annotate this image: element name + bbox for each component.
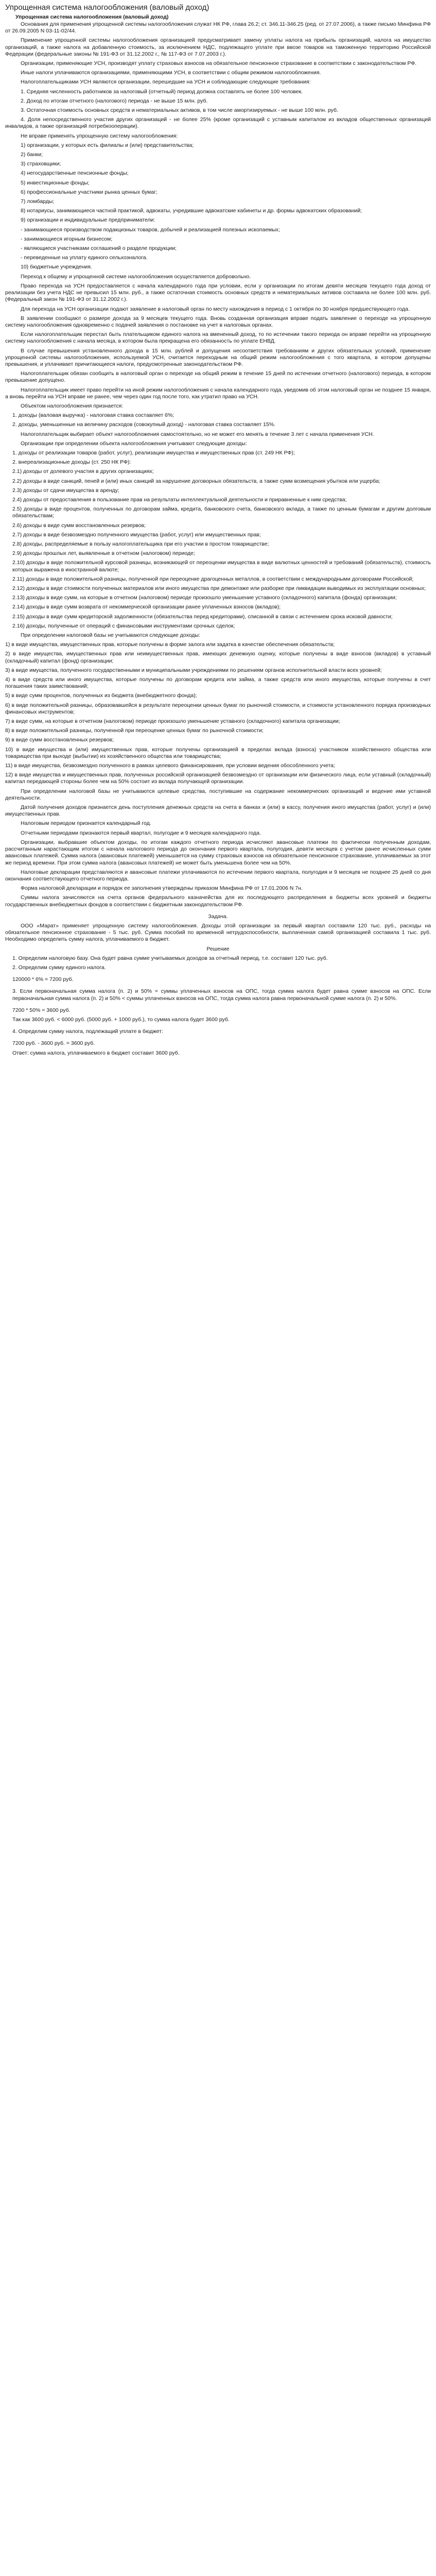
paragraph: 2. внереализационные доходы (ст. 250 НК РФ):: [12, 459, 131, 466]
paragraph: 2.16) доходы, полученные от операций с финансовыми инструментами срочных сделок;: [12, 622, 235, 629]
paragraph: 11) в виде имущества, безвозмездно полученного в рамках целевого финансирования, при условии ведения обособленного учета;: [5, 762, 335, 769]
paragraph: 2.10) доходы в виде положительной курсовой разницы, возникающей от переоценки имущества в виде валютных ценностей и требований (обязательств), стоимость которых выражена в иностранной валюте;: [12, 560, 431, 573]
paragraph: 5) инвестиционные фонды;: [21, 179, 90, 186]
paragraph: Иные налоги уплачиваются организациями, применяющими УСН, в соответствии с общим режимом налогообложения.: [21, 70, 321, 76]
paragraph: 12) в виде имущества и имущественных прав, полученных российской организацией безвозмездно от организации или физического лица, если уставный (складочный) капитал передающей стороны более чем на 50% состоит из вклада получающей организации.: [5, 772, 431, 785]
paragraph: Датой получения доходов признается день поступления денежных средств на счета в банках и (или) в кассу, получения иного имущества (работ, услуг) и (или) имущественных прав.: [5, 804, 431, 818]
paragraph: 6) профессиональные участники рынка ценных бумаг;: [21, 189, 158, 195]
paragraph: 4) негосударственные пенсионные фонды;: [21, 170, 129, 177]
paragraph: 1) организации, у которых есть филиалы и (или) представительства;: [21, 142, 194, 148]
paragraph: Организации при определении объекта налогообложения учитывают следующие доходы:: [21, 440, 247, 447]
paragraph: 2.5) доходы в виде процентов, полученных по договорам займа, кредита, банковского счета, банковского вклада, а также по ценным бумагам и другим долговым обязательствам;: [12, 506, 431, 519]
paragraph: 1. доходы (валовая выручка) - налоговая ставка составляет 6%;: [12, 412, 175, 419]
paragraph: Суммы налога зачисляются на счета органов федерального казначейства для их последующего распределения в бюджеты всех уровней и бюджеты государственных внебюджетных фондов в соответствии с бюджетным законодательством РФ.: [5, 894, 431, 908]
paragraph: 1. доходы от реализации товаров (работ, услуг), реализации имущества и имущественных прав (ст. 249 НК РФ);: [12, 449, 295, 456]
paragraph: 2.9) доходы прошлых лет, выявленные в отчетном (налоговом) периоде;: [12, 550, 195, 557]
paragraph: Организации, применяющие УСН, производят уплату страховых взносов на обязательное пенсионное страхование в соответствии с законодательством РФ.: [21, 60, 417, 67]
paragraph: Для перехода на УСН организации подают заявление в налоговый орган по месту нахождения в период с 1 октября по 30 ноября предшествующего года.: [21, 306, 410, 312]
paragraph: 5) в виде сумм процентов, полученных из бюджета (внебюджетного фонда);: [5, 692, 197, 699]
paragraph: Не вправе применять упрощенную систему налогообложения:: [21, 132, 178, 139]
paragraph: Объектом налогообложения признается:: [21, 402, 124, 409]
paragraph: 2.2) доходы в виде санкций, пеней и (или) иных санкций за нарушение договорных обязательств, а также сумм возмещения убытков или ущерба;: [12, 478, 380, 484]
paragraph: Форма налоговой декларации и порядок ее заполнения утверждены приказом Минфина РФ от 17.01.2006 N 7н.: [21, 885, 303, 892]
paragraph: 2.11) доходы в виде положительной разницы, полученной при переоценке драгоценных металлов, в соответствии с международными договорами Российской;: [12, 575, 414, 582]
paragraph: Если налогоплательщик перестал быть плательщиком единого налога на вмененный доход, то по истечении такого периода он вправе перейти на упрощенную систему налогообложения с начала месяца, в котором была прекращена его обязанность по уплате ЕНВД.: [5, 331, 431, 345]
paragraph: 10) в виде имущества и (или) имущественных прав, которые получены организацией в пределах вклада (взноса) участником хозяйственного общества или товарищества при выходе (выбытии) из хозяйственного общества или товарищества;: [5, 746, 431, 759]
document-body: [5, 21, 431, 1057]
paragraph: 1. Определим налоговую базу. Она будет равна сумме учитываемых доходов за отчетный период, т.е. составит 120 тыс. руб.: [12, 955, 328, 961]
paragraph: Налогоплательщик имеет право перейти на иной режим налогообложения с начала календарного года, уведомив об этом налоговый орган не позднее 15 января, а вновь перейти на УСН вправе не ранее, чем через один год после того, как утратил право на УСН.: [5, 386, 431, 400]
paragraph: 4) в виде средств или иного имущества, которые получены по договорам кредита или займа, а также средств или иного имущества, которые получены в счет погашения таких заимствований;: [5, 676, 431, 690]
paragraph: 8) нотариусы, занимающиеся частной практикой, адвокаты, учредившие адвокатские кабинеты и др. формы адвокатских образований;: [21, 208, 362, 214]
paragraph: 2.12) доходы в виде стоимости полученных материалов или иного имущества при демонтаже или разборке при ликвидации выводимых из эксплуатации основных;: [12, 585, 426, 591]
paragraph: 2.1) доходы от долевого участия в других организациях;: [12, 468, 154, 475]
paragraph: 2.8) доходы, распределяемые в пользу налогоплательщика при его участии в простом товариществе;: [12, 540, 269, 547]
paragraph: Переход к общему и упрощенной системе налогообложения осуществляется добровольно.: [21, 273, 251, 280]
paragraph: При определении налоговой базы не учитываются целевые средства, поступившие на содержание некоммерческих организаций и ведение ими уставной деятельности.: [5, 788, 431, 801]
paragraph: 120000 * 6% = 7200 руб.: [12, 976, 74, 983]
paragraph: 6) в виде положительной разницы, образовавшейся в результате переоценки ценных бумаг по рыночной стоимости, и стоимости установленного порядка производных финансовых инструментов;: [5, 702, 431, 715]
paragraph: 3. Остаточная стоимость основных средств и нематериальных активов, в том числе амортизируемых - не выше 100 млн. руб.: [21, 107, 338, 114]
paragraph: 2) в виде имущества, имущественных прав или неимущественных прав, имеющих денежную оценку, которые получены в виде взносов (вкладов) в уставный (складочный) капитал (фонд) организации;: [5, 651, 431, 664]
paragraph: 4. Определим сумму налога, подлежащий уплате в бюджет:: [12, 1028, 163, 1035]
paragraph: Применение упрощенной системы налогообложения организацией предусматривает замену уплаты налога на прибыль организаций, налога на имущество организаций, а также налога на добавленную стоимость, за исключением НДС, подлежащего уплате при ввозе товаров на таможенную территорию Российской Федерации (федеральные законы № 191-ФЗ от 31.12.2002 г., № 117-ФЗ от 7.07.2003 г.).: [5, 37, 431, 57]
paragraph: 3. Если первоначальная сумма налога (п. 2) и 50% = суммы уплаченных взносов на ОПС, тогда сумма налога будет равна сумме взносов на ОПС. Если первоначальная сумма налога (п. 2) и 50% < суммы уплаченных взносов на ОПС, тогда сумма налога равна первоначальной сумме налога (п. 2) и 50%.: [12, 988, 431, 1002]
paragraph: 2) банки;: [21, 151, 43, 158]
paragraph: - занимающиеся производством подакцизных товаров, добычей и реализацией полезных ископаемых;: [21, 226, 280, 233]
paragraph: 3) в виде имущества, полученного государственными и муниципальными учреждениями по решениям органов исполнительной власти всех уровней;: [5, 667, 382, 673]
paragraph: 2.14) доходы в виде сумм возврата от некоммерческой организации ранее уплаченных взносов (вкладов);: [12, 604, 281, 611]
paragraph: - переведенные на уплату единого сельхозналога.: [21, 255, 148, 261]
paragraph: 7200 * 50% = 3600 руб.: [12, 1007, 71, 1013]
paragraph: 4. Доля непосредственного участия других организаций - не более 25% (кроме организаций с уставным капиталом из вкладов общественных организаций инвалидов, а также организаций потребкооперации).: [5, 116, 431, 130]
paragraph: 2.15) доходы в виде сумм кредиторской задолженности (обязательства перед кредиторами), списанной в связи с истечением срока исковой давности;: [12, 613, 393, 620]
paragraph: Право перехода на УСН предоставляется с начала календарного года при условии, если у организации по итогам девяти месяцев текущего года доход от реализации без учета НДС не превысил 15 млн. руб., а также остаточная стоимость основных средств и нематериальных активов составила не более 100 млн. руб. (Федеральный закон № 191-ФЗ от 31.12.2002 г.).: [5, 282, 431, 303]
paragraph: Налогоплательщик выбирает объект налогообложения самостоятельно, но не может его менять в течение 3 лет с начала применения УСН.: [21, 431, 374, 437]
paragraph: Налоговым периодом признается календарный год.: [21, 820, 151, 827]
paragraph: При определении налоговой базы не учитываются следующие доходы:: [21, 632, 200, 639]
paragraph: - занимающиеся игорным бизнесом;: [21, 235, 113, 242]
paragraph: Задача.: [208, 913, 228, 920]
document-page: [0, 0, 436, 1070]
paragraph: 7) в виде сумм, на которые в отчетном (налоговом) периоде произошло уменьшение уставного (складочного) капитала организации;: [5, 718, 340, 725]
paragraph: Налогоплательщиками УСН являются организации, перешедшие на УСН и соблюдающие следующие требования:: [21, 79, 311, 86]
paragraph: 1) в виде имущества, имущественных прав, которые получены в форме залога или задатка в качестве обеспечения обязательств;: [5, 641, 335, 648]
paragraph: 10) бюджетные учреждения.: [21, 264, 92, 270]
paragraph: В случае превышения установленного дохода в 15 млн. рублей и допущения несоответствия требованиям и других обязательных условий, применение упрощенной системы налогообложения, используемой УСН, считается переходным на общий режим налогообложения с того квартала, в котором допущены превышения, и уплачивает причитающиеся налоги, предусмотренные законодательством РФ.: [5, 347, 431, 367]
paragraph: Ответ: сумма налога, уплачиваемого в бюджет составит 3600 руб.: [12, 1049, 180, 1056]
paragraph: 9) организации и индивидуальные предприниматели:: [21, 217, 155, 224]
paragraph: Отчетными периодами признаются первый квартал, полугодие и 9 месяцев календарного года.: [21, 829, 261, 836]
paragraph: 3) страховщики;: [21, 161, 61, 167]
paragraph: 2. Доход по итогам отчетного (налогового) периода - не выше 15 млн. руб.: [21, 97, 208, 104]
paragraph: Основания для применения упрощенной системы налогообложения служат НК РФ, глава 26.2; ст. 346.11-346.25 (ред. от 27.07.2006), а также письмо Минфина РФ от 26.09.2005 N 03-11-02/44.: [5, 21, 431, 35]
paragraph: ООО «Марат» применяет упрощенную систему налогообложения. Доходы этой организации за первый квартал составили 120 тыс. руб., расходы на обязательное пенсионное страхование - 5 тыс. руб. Сумма пособий по временной нетрудоспособности, выплаченная самой организацией составила 1 тыс. руб. Необходимо определить сумму налога, уплачиваемого в бюджет.: [5, 922, 431, 943]
paragraph: Так как 3600 руб. < 6000 руб. (5000 руб. + 1000 руб.), то сумма налога будет 3600 руб.: [12, 1016, 230, 1023]
paragraph: 7200 руб. - 3600 руб. = 3600 руб.: [12, 1040, 95, 1047]
paragraph: 2.4) доходы от предоставления в пользование прав на результаты интеллектуальной деятельности и приравненные к ним средства;: [12, 496, 347, 503]
paragraph: Решение: [206, 945, 230, 952]
paragraph: 2.3) доходы от сдачи имущества в аренду;: [12, 487, 119, 494]
paragraph: 8) в виде положительной разницы, полученной при переоценке ценных бумаг по рыночной стоимости;: [5, 727, 264, 734]
document-subtitle: Упрощенная система налогообложения (валовый доход): [15, 14, 169, 20]
paragraph: 2. Определим сумму единого налога.: [12, 964, 106, 971]
paragraph: В заявлении сообщают о размере дохода за 9 месяцев текущего года. Вновь созданная организация вправе подать заявление о переходе на упрощенную систему налогообложения одновременно с подачей заявления о постановке на учет в налоговых органах.: [5, 315, 431, 328]
paragraph: Налоговые декларации представляются и авансовые платежи уплачиваются по истечении первого квартала, полугодия и 9 месяцев не позднее 25 дней со дня окончания соответствующего отчетного периода.: [5, 869, 431, 882]
paragraph: 2.13) доходы в виде сумм, на которые в отчетном (налоговом) периоде произошло уменьшение уставного (складочного) капитала (фонда) организации;: [12, 595, 397, 601]
paragraph: 2. доходы, уменьшенные на величину расходов (совокупный доход) - налоговая ставка составляет 15%.: [12, 421, 275, 428]
paragraph: - являющиеся участниками соглашений о разделе продукции;: [21, 245, 177, 252]
paragraph: 9) в виде сумм восстановленных резервов;: [5, 737, 114, 743]
paragraph: Организации, выбравшие объектом доходы, по итогам каждого отчетного периода исчисляют авансовые платежи по фактически полученным доходам, рассчитанным нарастающим итогом с начала налогового периода до окончания первого квартала, полугодия, девяти месяцев с учетом ранее исчисленных сумм авансовых платежей. Сумма налога (авансовых платежей) уменьшается на сумму страховых взносов на обязательное пенсионное страхование, уплачиваемых за этот же период времени. При этом сумма налога (авансовых платежей) не может быть уменьшена более чем на 50%.: [5, 839, 431, 866]
paragraph: 1. Средняя численность работников за налоговый (отчетный) период должна составлять не более 100 человек.: [21, 88, 303, 95]
paragraph: Налогоплательщик обязан сообщить в налоговый орган о переходе на общий режим в течение 15 дней по истечении отчетного (налогового) периода, в котором превышение допущено.: [5, 370, 431, 384]
paragraph: 2.7) доходы в виде безвозмездно полученного имущества (работ, услуг) или имущественных прав;: [12, 531, 261, 538]
paragraph: 7) ломбарды;: [21, 198, 55, 205]
page-title: Упрощенная система налогообложения (валовый доход): [5, 3, 210, 12]
paragraph: 2.6) доходы в виде сумм восстановленных резервов;: [12, 522, 146, 529]
